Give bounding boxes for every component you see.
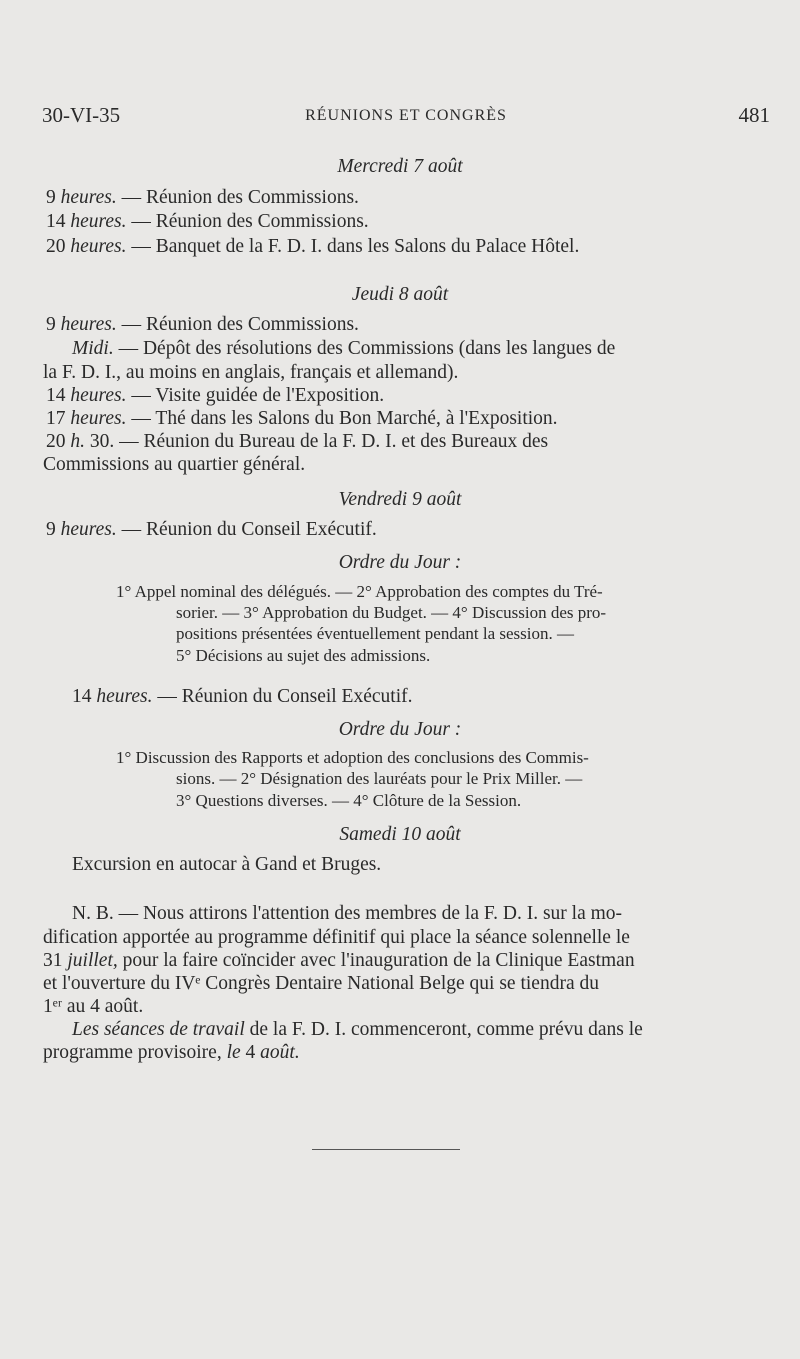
schedule-line: 14 heures. — Visite guidée de l'Exposition. [46, 385, 385, 406]
agenda-heading: Ordre du Jour : [338, 719, 462, 740]
note-line: N. B. — Nous attirons l'attention des membres de la F. D. I. sur la mo- [72, 903, 623, 924]
schedule-line: 9 heures. — Réunion des Commissions. [46, 187, 359, 208]
page-number: 481 [738, 103, 770, 127]
schedule-line: la F. D. I., au moins en anglais, français et allemand). [43, 362, 459, 383]
agenda-heading: Ordre du Jour : [338, 552, 462, 573]
schedule-line: 9 heures. — Réunion du Conseil Exécutif. [46, 519, 377, 540]
schedule-line: Commissions au quartier général. [43, 454, 306, 475]
note-line: 31 juillet, pour la faire coïncider avec l'inauguration de la Clinique Eastman [43, 950, 635, 971]
note-line: 1ᵉʳ au 4 août. [43, 996, 144, 1017]
schedule-line: 9 heures. — Réunion des Commissions. [46, 314, 359, 335]
day-heading-thursday: Jeudi 8 août [351, 284, 449, 305]
schedule-line: 20 heures. — Banquet de la F. D. I. dans les Salons du Palace Hôtel. [46, 236, 580, 257]
header-date: 30-VI-35 [42, 103, 121, 127]
note-line: dification apportée au programme définitif qui place la séance solennelle le [43, 927, 630, 948]
schedule-line: Midi. — Dépôt des résolutions des Commissions (dans les langues de [72, 338, 616, 359]
agenda-line: sions. — 2° Désignation des lauréats pour le Prix Miller. — [176, 769, 583, 788]
agenda-line: 1° Appel nominal des délégués. — 2° Approbation des comptes du Tré- [116, 582, 603, 601]
note-line: et l'ouverture du IVᵉ Congrès Dentaire National Belge qui se tiendra du [43, 973, 599, 994]
header-title: RÉUNIONS ET CONGRÈS [305, 107, 507, 124]
agenda-line: positions présentées éventuellement pendant la session. — [176, 624, 574, 643]
agenda-line: sorier. — 3° Approbation du Budget. — 4° Discussion des pro- [176, 603, 607, 622]
agenda-line: 5° Décisions au sujet des admissions. [176, 646, 431, 665]
agenda-line: 3° Questions diverses. — 4° Clôture de la Session. [176, 791, 522, 810]
schedule-line: 14 heures. — Réunion du Conseil Exécutif. [72, 686, 413, 707]
day-heading-friday: Vendredi 9 août [338, 489, 462, 510]
closing-rule [312, 1149, 460, 1150]
running-header [42, 103, 770, 133]
schedule-line: 17 heures. — Thé dans les Salons du Bon Marché, à l'Exposition. [46, 408, 558, 429]
schedule-line: 14 heures. — Réunion des Commissions. [46, 211, 369, 232]
note-line: Les séances de travail de la F. D. I. commenceront, comme prévu dans le [72, 1019, 643, 1040]
schedule-line: 20 h. 30. — Réunion du Bureau de la F. D. I. et des Bureaux des [46, 431, 549, 452]
day-heading-wednesday: Mercredi 7 août [337, 156, 463, 177]
schedule-line: Excursion en autocar à Gand et Bruges. [72, 854, 382, 875]
note-line: programme provisoire, le 4 août. [43, 1042, 300, 1063]
agenda-line: 1° Discussion des Rapports et adoption des conclusions des Commis- [116, 748, 589, 767]
day-heading-saturday: Samedi 10 août [339, 824, 461, 845]
